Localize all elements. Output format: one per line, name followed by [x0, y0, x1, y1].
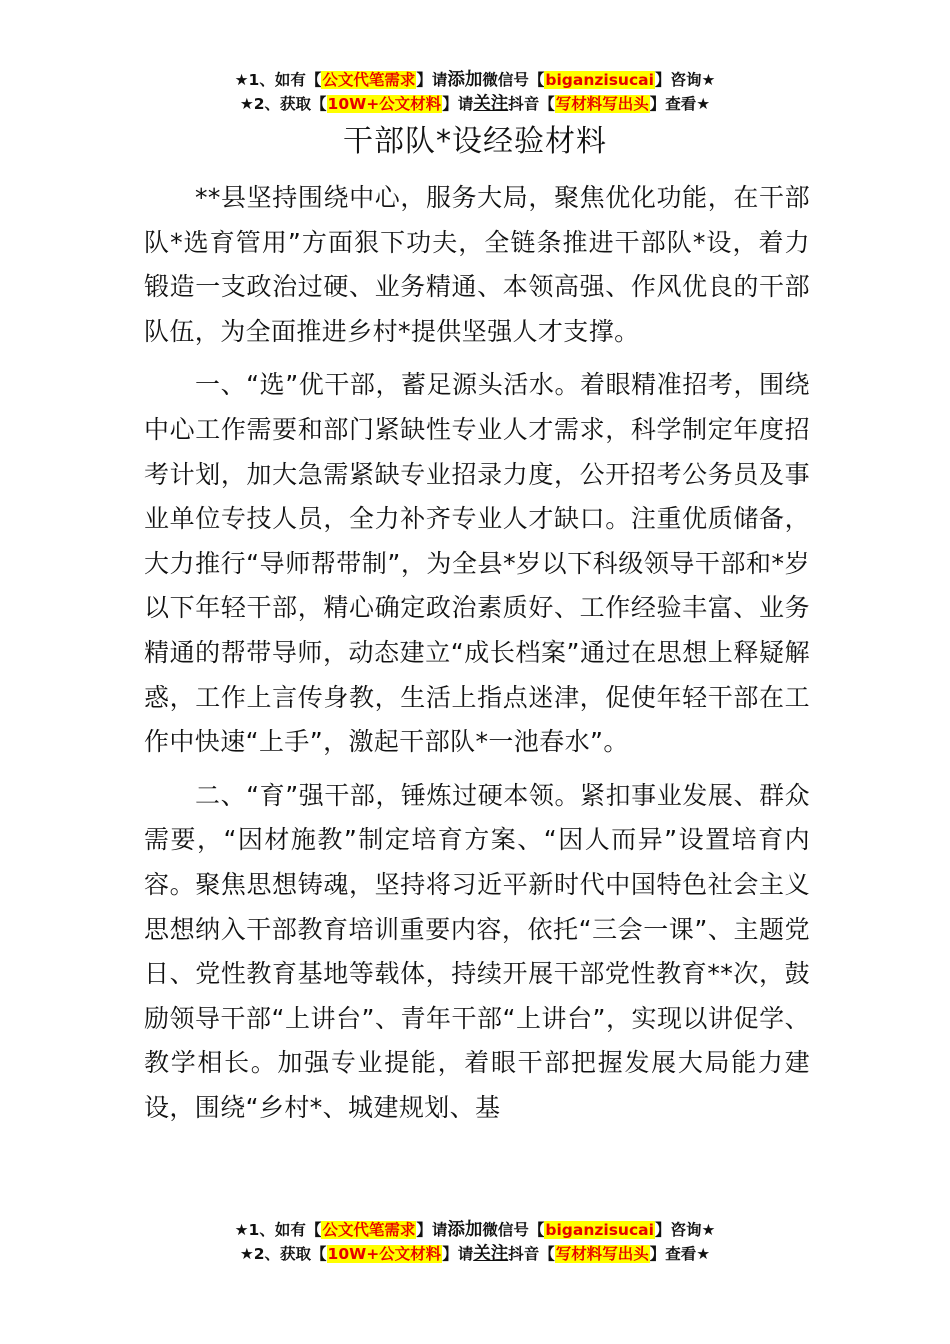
highlight-wechat-id: biganzisucai: [545, 1221, 654, 1239]
banner-line-1: ★1、如有【公文代笔需求】请添加微信号【biganzisucai】咨询★: [234, 70, 716, 90]
banner-line-1: ★1、如有【公文代笔需求】请添加微信号【biganzisucai】咨询★: [234, 1220, 716, 1240]
paragraph-select: 一、“选”优干部，蓄足源头活水。着眼精准招考，围绕中心工作需要和部门紧缺性专业人才需求，科学制定年度招考计划，加大急需紧缺专业招录力度，公开招考公务员及事业单位专技人员，全力补齐专业人才缺口。注重优质储备，大力推行“导师帮带制”，为全县*岁以下科级领导干部和*岁以下年轻干部，精心确定政治素质好、工作经验丰富、业务精通的帮带导师，动态建立“成长档案”通过在思想上释疑解惑，工作上言传身教，生活上指点迷津，促使年轻干部在工作中快速“上手”，激起干部队*一池春水”。: [144, 370, 810, 757]
banner-line-2: ★2、获取【10W+公文材料】请关注抖音【写材料写出头】查看★: [239, 94, 711, 114]
header-banner: [0, 68, 950, 116]
highlight-service: 公文代笔需求: [322, 1221, 416, 1239]
paragraph-intro: **县坚持围绕中心，服务大局，聚焦优化功能，在干部队*选育管用”方面狠下功夫，全链条推进干部队*设，着力锻造一支政治过硬、业务精通、本领高强、作风优良的干部队伍，为全面推进乡村*提供坚强人才支撑。: [144, 183, 810, 346]
highlight-wechat-id: biganzisucai: [545, 71, 654, 89]
footer-banner: [0, 1218, 950, 1266]
highlight-douyin-account: 写材料写出头: [555, 95, 649, 113]
page-title: 干部队*设经验材料: [343, 124, 607, 159]
document-body: [144, 176, 810, 1130]
banner-line-2: ★2、获取【10W+公文材料】请关注抖音【写材料写出头】查看★: [239, 1244, 711, 1264]
paragraph-train: 二、“育”强干部，锤炼过硬本领。紧扣事业发展、群众需要，“因材施教”制定培育方案、“因人而异”设置培育内容。聚焦思想铸魂，坚持将习近平新时代中国特色社会主义思想纳入干部教育培训重要内容，依托“三会一课”、主题党日、党性教育基地等载体，持续开展干部党性教育**次，鼓励领导干部“上讲台”、青年干部“上讲台”，实现以讲促学、教学相长。加强专业提能，着眼干部把握发展大局能力建设，围绕“乡村*、城建规划、基: [144, 780, 810, 1122]
highlight-douyin-account: 写材料写出头: [555, 1245, 649, 1263]
highlight-service: 公文代笔需求: [322, 71, 416, 89]
highlight-materials: 10W+公文材料: [327, 95, 442, 113]
highlight-materials: 10W+公文材料: [327, 1245, 442, 1263]
